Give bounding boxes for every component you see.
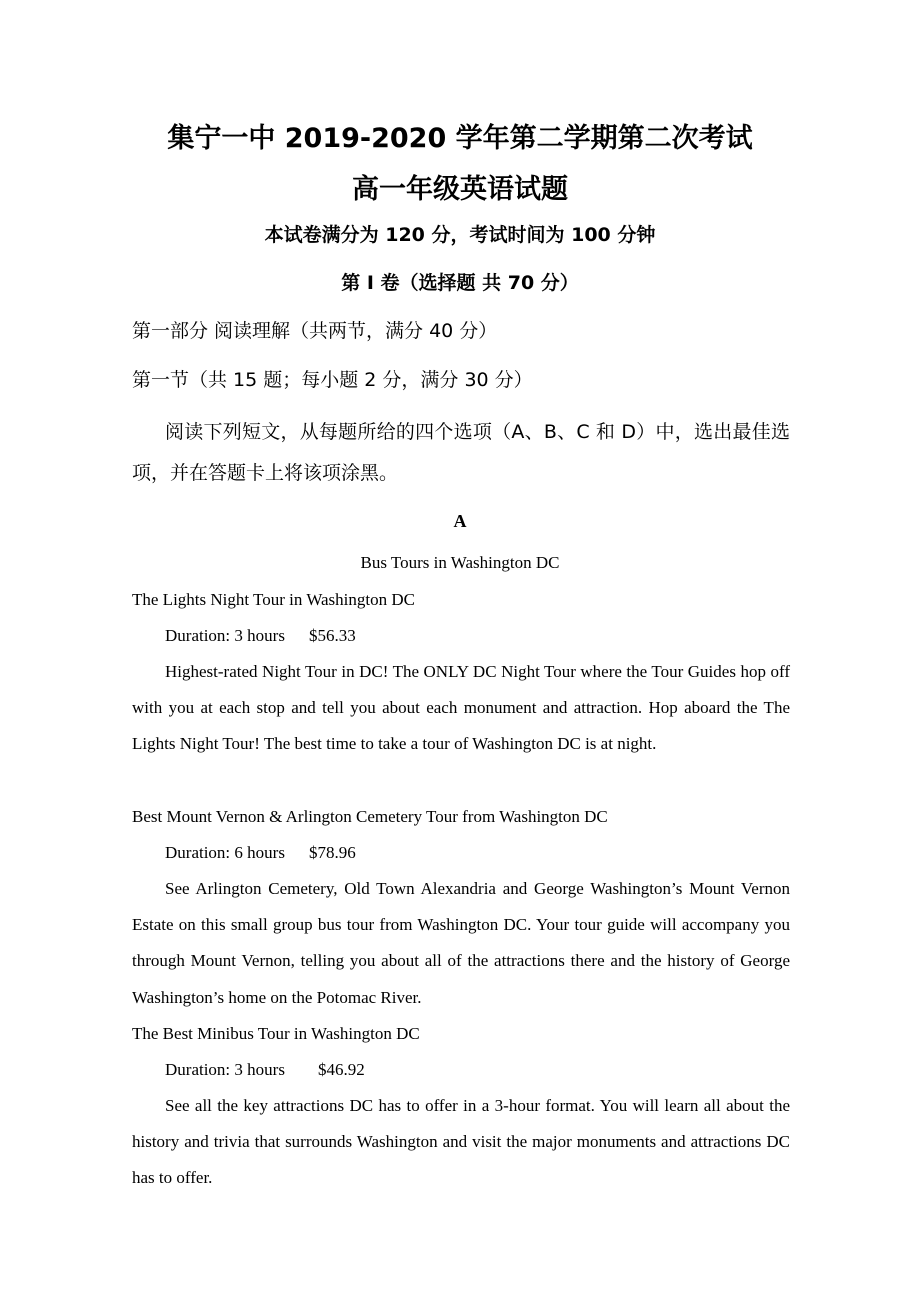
exam-subject-title: 高一年级英语试题 <box>352 174 568 205</box>
volume-heading: 第 I 卷（选择题 共 70 分） <box>341 272 579 294</box>
tour-description: See Arlington Cemetery, Old Town Alexandria and George Washington’s Mount Vernon Estate on this small group bus tour from Washington DC. Your tour guide will accompany you through Mount Vernon, telling you about all of the attractions there and the history of George Washington’s home on the Potomac River. <box>132 879 790 1007</box>
tour-duration-row <box>165 1060 365 1080</box>
tour-duration: Duration: 3 hours <box>165 626 285 645</box>
tour-duration: Duration: 6 hours <box>165 843 285 862</box>
part-heading: 第一部分 阅读理解（共两节，满分 40 分） <box>132 320 498 342</box>
tour-price: $56.33 <box>308 626 356 645</box>
passage-letter: A <box>453 511 467 531</box>
tour-duration-row <box>165 843 356 863</box>
section-heading: 第一节（共 15 题；每小题 2 分，满分 30 分） <box>132 369 533 391</box>
tour-duration: Duration: 3 hours <box>165 1060 285 1079</box>
tour-price: $46.92 <box>317 1060 365 1079</box>
exam-info: 本试卷满分为 120 分，考试时间为 100 分钟 <box>264 224 656 246</box>
instructions: 阅读下列短文，从每题所给的四个选项（A、B、C 和 D）中，选出最佳选项，并在答题卡上将该项涂黑。 <box>132 421 790 484</box>
tour-name: The Best Minibus Tour in Washington DC <box>132 1024 420 1043</box>
exam-title: 集宁一中 2019-2020 学年第二学期第二次考试 <box>167 123 753 154</box>
tour-name: The Lights Night Tour in Washington DC <box>132 590 415 609</box>
tour-description: See all the key attractions DC has to offer in a 3-hour format. You will learn all about the history and trivia that surrounds Washington and visit the major monuments and attractions DC has to offer. <box>132 1096 790 1188</box>
tour-description: Highest-rated Night Tour in DC! The ONLY DC Night Tour where the Tour Guides hop off with you at each stop and tell you about each monument and attraction. Hop aboard the The Lights Night Tour! The best time to take a tour of Washington DC is at night. <box>132 662 790 754</box>
tour-price: $78.96 <box>308 843 356 862</box>
passage-title: Bus Tours in Washington DC <box>360 553 560 572</box>
tour-duration-row <box>165 626 356 646</box>
tour-name: Best Mount Vernon & Arlington Cemetery Tour from Washington DC <box>132 807 608 826</box>
